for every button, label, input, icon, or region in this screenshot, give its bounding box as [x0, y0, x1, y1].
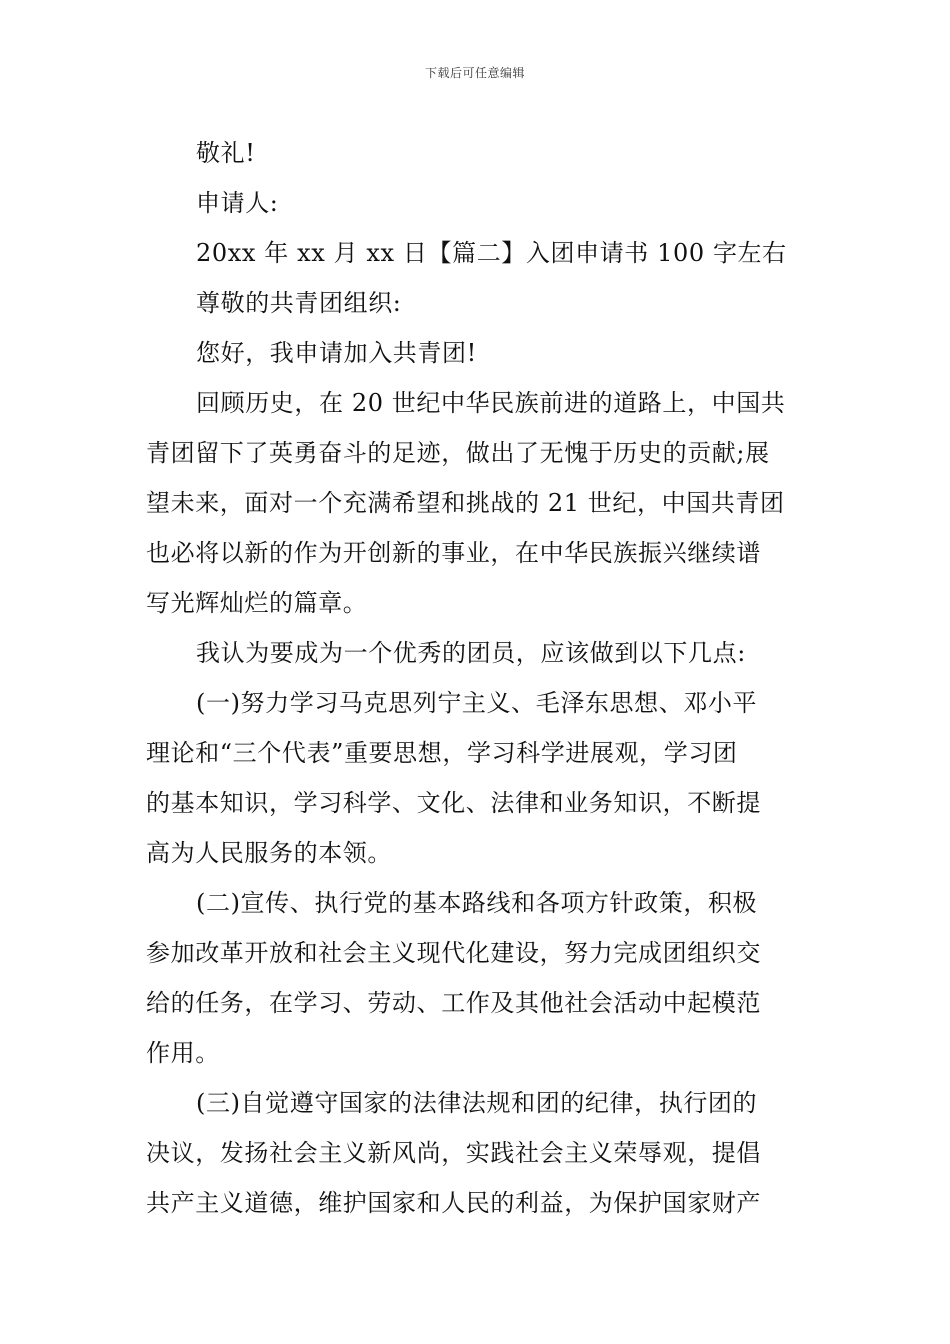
page-header: 下载后可任意编辑 — [424, 66, 525, 80]
text-line: 作用。 — [146, 1039, 220, 1067]
text-line: 尊敬的共青团组织: — [196, 289, 402, 317]
text-line: 回顾历史，在 20 世纪中华民族前进的道路上，中国共 — [196, 389, 786, 417]
text-line: 的基本知识，学习科学、文化、法律和业务知识，不断提 — [146, 789, 761, 817]
text-line: 参加改革开放和社会主义现代化建设，努力完成团组织交 — [146, 939, 761, 967]
text-line: 敬礼! — [196, 139, 256, 167]
text-line: 也必将以新的作为开创新的事业，在中华民族振兴继续谱 — [146, 539, 761, 567]
text-line: 高为人民服务的本领。 — [146, 839, 392, 867]
text-line: 申请人: — [196, 189, 279, 217]
text-line: 青团留下了英勇奋斗的足迹，做出了无愧于历史的贡献;展 — [146, 439, 770, 467]
text-line: 我认为要成为一个优秀的团员，应该做到以下几点: — [196, 639, 746, 667]
text-line: (三)自觉遵守国家的法律法规和团的纪律，执行团的 — [196, 1089, 758, 1117]
text-line: 望未来，面对一个充满希望和挑战的 21 世纪，中国共青团 — [146, 489, 785, 517]
text-line: 20xx 年 xx 月 xx 日【篇二】入团申请书 100 字左右 — [196, 239, 787, 267]
text-line: 您好，我申请加入共青团! — [196, 339, 477, 367]
text-line: 决议，发扬社会主义新风尚，实践社会主义荣辱观，提倡 — [146, 1139, 761, 1167]
text-line: (一)努力学习马克思列宁主义、毛泽东思想、邓小平 — [196, 689, 758, 717]
text-line: 给的任务，在学习、劳动、工作及其他社会活动中起模范 — [146, 989, 761, 1017]
text-line: (二)宣传、执行党的基本路线和各项方针政策，积极 — [196, 889, 758, 917]
text-line: 共产主义道德，维护国家和人民的利益，为保护国家财产 — [146, 1189, 761, 1217]
text-line: 理论和“三个代表”重要思想，学习科学进展观，学习团 — [146, 739, 738, 767]
document-body — [146, 128, 806, 1228]
text-line: 写光辉灿烂的篇章。 — [146, 589, 368, 617]
